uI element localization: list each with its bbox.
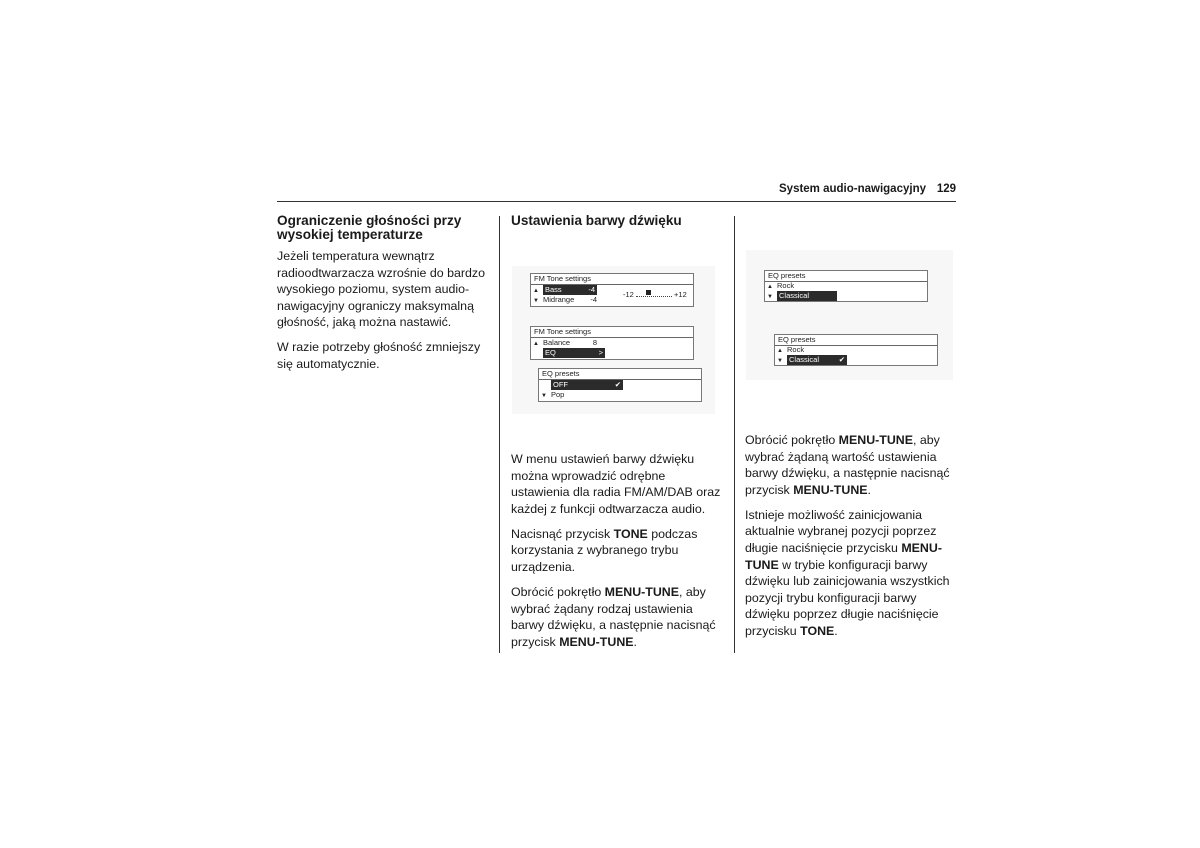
screen-title: FM Tone settings <box>534 274 591 283</box>
tone-screenshots-panel <box>512 266 715 414</box>
tone-button-name: TONE <box>800 623 835 638</box>
arrow-up-icon: ▲ <box>533 288 539 294</box>
screen-row-bass <box>533 285 597 295</box>
right-paragraph-2 <box>745 507 957 640</box>
text: . <box>834 623 838 638</box>
screen-row-rock <box>767 281 794 291</box>
screen-title: FM Tone settings <box>534 327 591 336</box>
row-label: OFF <box>553 380 568 389</box>
arrow-down-icon: ▼ <box>777 358 783 364</box>
row-label: Rock <box>777 281 795 290</box>
middle-heading-block <box>511 214 726 234</box>
middle-column-text <box>511 451 726 659</box>
row-value: -4 <box>588 285 595 294</box>
check-icon: ✔ <box>614 380 621 389</box>
eq-presets-screen-2 <box>764 270 928 302</box>
row-label: EQ <box>545 348 556 357</box>
row-label: Rock <box>787 345 805 354</box>
eq-presets-screen-1 <box>538 368 702 402</box>
middle-paragraph-3 <box>511 584 726 650</box>
screen-row-rock <box>777 345 804 355</box>
row-label: Pop <box>551 390 565 399</box>
screen-row-eq <box>533 348 605 358</box>
row-label: Classical <box>789 355 820 364</box>
left-column <box>277 214 487 381</box>
text: Obrócić pokrętło <box>511 584 605 599</box>
eq-presets-screen-3 <box>774 334 938 366</box>
middle-paragraph-1: W menu ustawień barwy dźwięku można wprowadzić odrębne ustawienia dla radia FM/AM/DAB oraz każdej z funkcji odtwarzacza audio. <box>511 452 721 516</box>
left-paragraph-1: Jeżeli temperatura wewnątrz radioodtwarzacza wzrośnie do bardzo wysokiego poziomu, system audio-nawigacyjny ograniczy maksymalną głośność, jaką można nastawić. <box>277 249 485 330</box>
tone-button-name: TONE <box>613 526 648 541</box>
arrow-up-icon: ▲ <box>533 341 539 347</box>
menu-tune-name: MENU-TUNE <box>838 433 913 447</box>
text: , aby wybrać żądany rodzaj ustawienia barwy dźwięku, a następnie nacisnąć przycisk <box>511 584 716 649</box>
check-icon: ✔ <box>838 355 845 364</box>
text: podczas korzystania z wybranego trybu urządzenia. <box>511 526 698 574</box>
screen-row-off <box>541 380 623 390</box>
row-label: Classical <box>777 291 837 301</box>
screen-row-classical <box>777 355 847 365</box>
menu-tune-name: MENU-TUNE <box>793 482 868 497</box>
arrow-up-icon: ▲ <box>777 348 783 354</box>
screen-row-classical <box>767 291 837 301</box>
row-label: Bass <box>545 285 562 294</box>
arrow-down-icon: ▼ <box>541 393 547 399</box>
screen-title: EQ presets <box>768 271 806 280</box>
text: Obrócić pokrętło <box>745 433 839 447</box>
screen-row-pop <box>541 390 564 400</box>
text: Nacisnąć przycisk <box>511 526 614 541</box>
middle-paragraph-2 <box>511 526 726 576</box>
tone-settings-screen-1 <box>530 273 694 307</box>
arrow-up-icon: ▲ <box>767 284 773 290</box>
text: , aby wybrać żądaną wartość ustawienia barwy dźwięku, a następnie nacisnąć przycisk <box>745 433 950 497</box>
scale-thumb <box>646 290 651 295</box>
left-paragraph-2: W razie potrzeby głośność zmniejszy się automatycznie. <box>277 340 481 371</box>
middle-heading: Ustawienia barwy dźwięku <box>511 213 682 228</box>
scale-track <box>636 290 672 297</box>
text: . <box>633 634 637 649</box>
screen-row-balance <box>533 338 597 348</box>
row-value: > <box>598 348 603 357</box>
scale-min: -12 <box>623 290 634 299</box>
screen-title: EQ presets <box>778 335 816 344</box>
menu-tune-name: MENU-TUNE <box>604 584 679 599</box>
menu-tune-name: MENU-TUNE <box>745 540 942 572</box>
bass-scale <box>623 290 687 300</box>
menu-tune-name: MENU-TUNE <box>559 634 634 649</box>
page-number: 129 <box>936 183 956 195</box>
text: w trybie konfiguracji barwy dźwięku lub zainicjowania wszystkich pozycji trybu konfiguracji barwy dźwięku poprzez długie naciśnięcie przycisku <box>745 557 950 638</box>
row-label: Midrange <box>543 295 575 304</box>
row-value: -4 <box>590 295 597 304</box>
screen-row-midrange <box>533 295 597 305</box>
left-heading: Ograniczenie głośności przy wysokiej temperaturze <box>277 213 462 242</box>
right-paragraph-1 <box>745 432 957 498</box>
page-header <box>277 183 956 202</box>
column-divider-2 <box>734 216 735 653</box>
screen-title: EQ presets <box>542 369 580 378</box>
text: Istnieje możliwość zainicjowania aktualnie wybranej pozycji poprzez długie naciśnięcie przycisku <box>745 507 937 555</box>
eq-screenshots-panel <box>746 250 953 380</box>
right-column-text <box>745 432 957 648</box>
column-divider-1 <box>499 216 500 653</box>
tone-settings-screen-2 <box>530 326 694 360</box>
scale-max: +12 <box>674 290 687 299</box>
section-title: System audio-nawigacyjny <box>779 183 926 195</box>
text: . <box>867 482 871 497</box>
row-label: Balance <box>543 338 571 347</box>
row-value: 8 <box>592 338 597 347</box>
arrow-down-icon: ▼ <box>533 298 539 304</box>
arrow-down-icon: ▼ <box>767 294 773 300</box>
